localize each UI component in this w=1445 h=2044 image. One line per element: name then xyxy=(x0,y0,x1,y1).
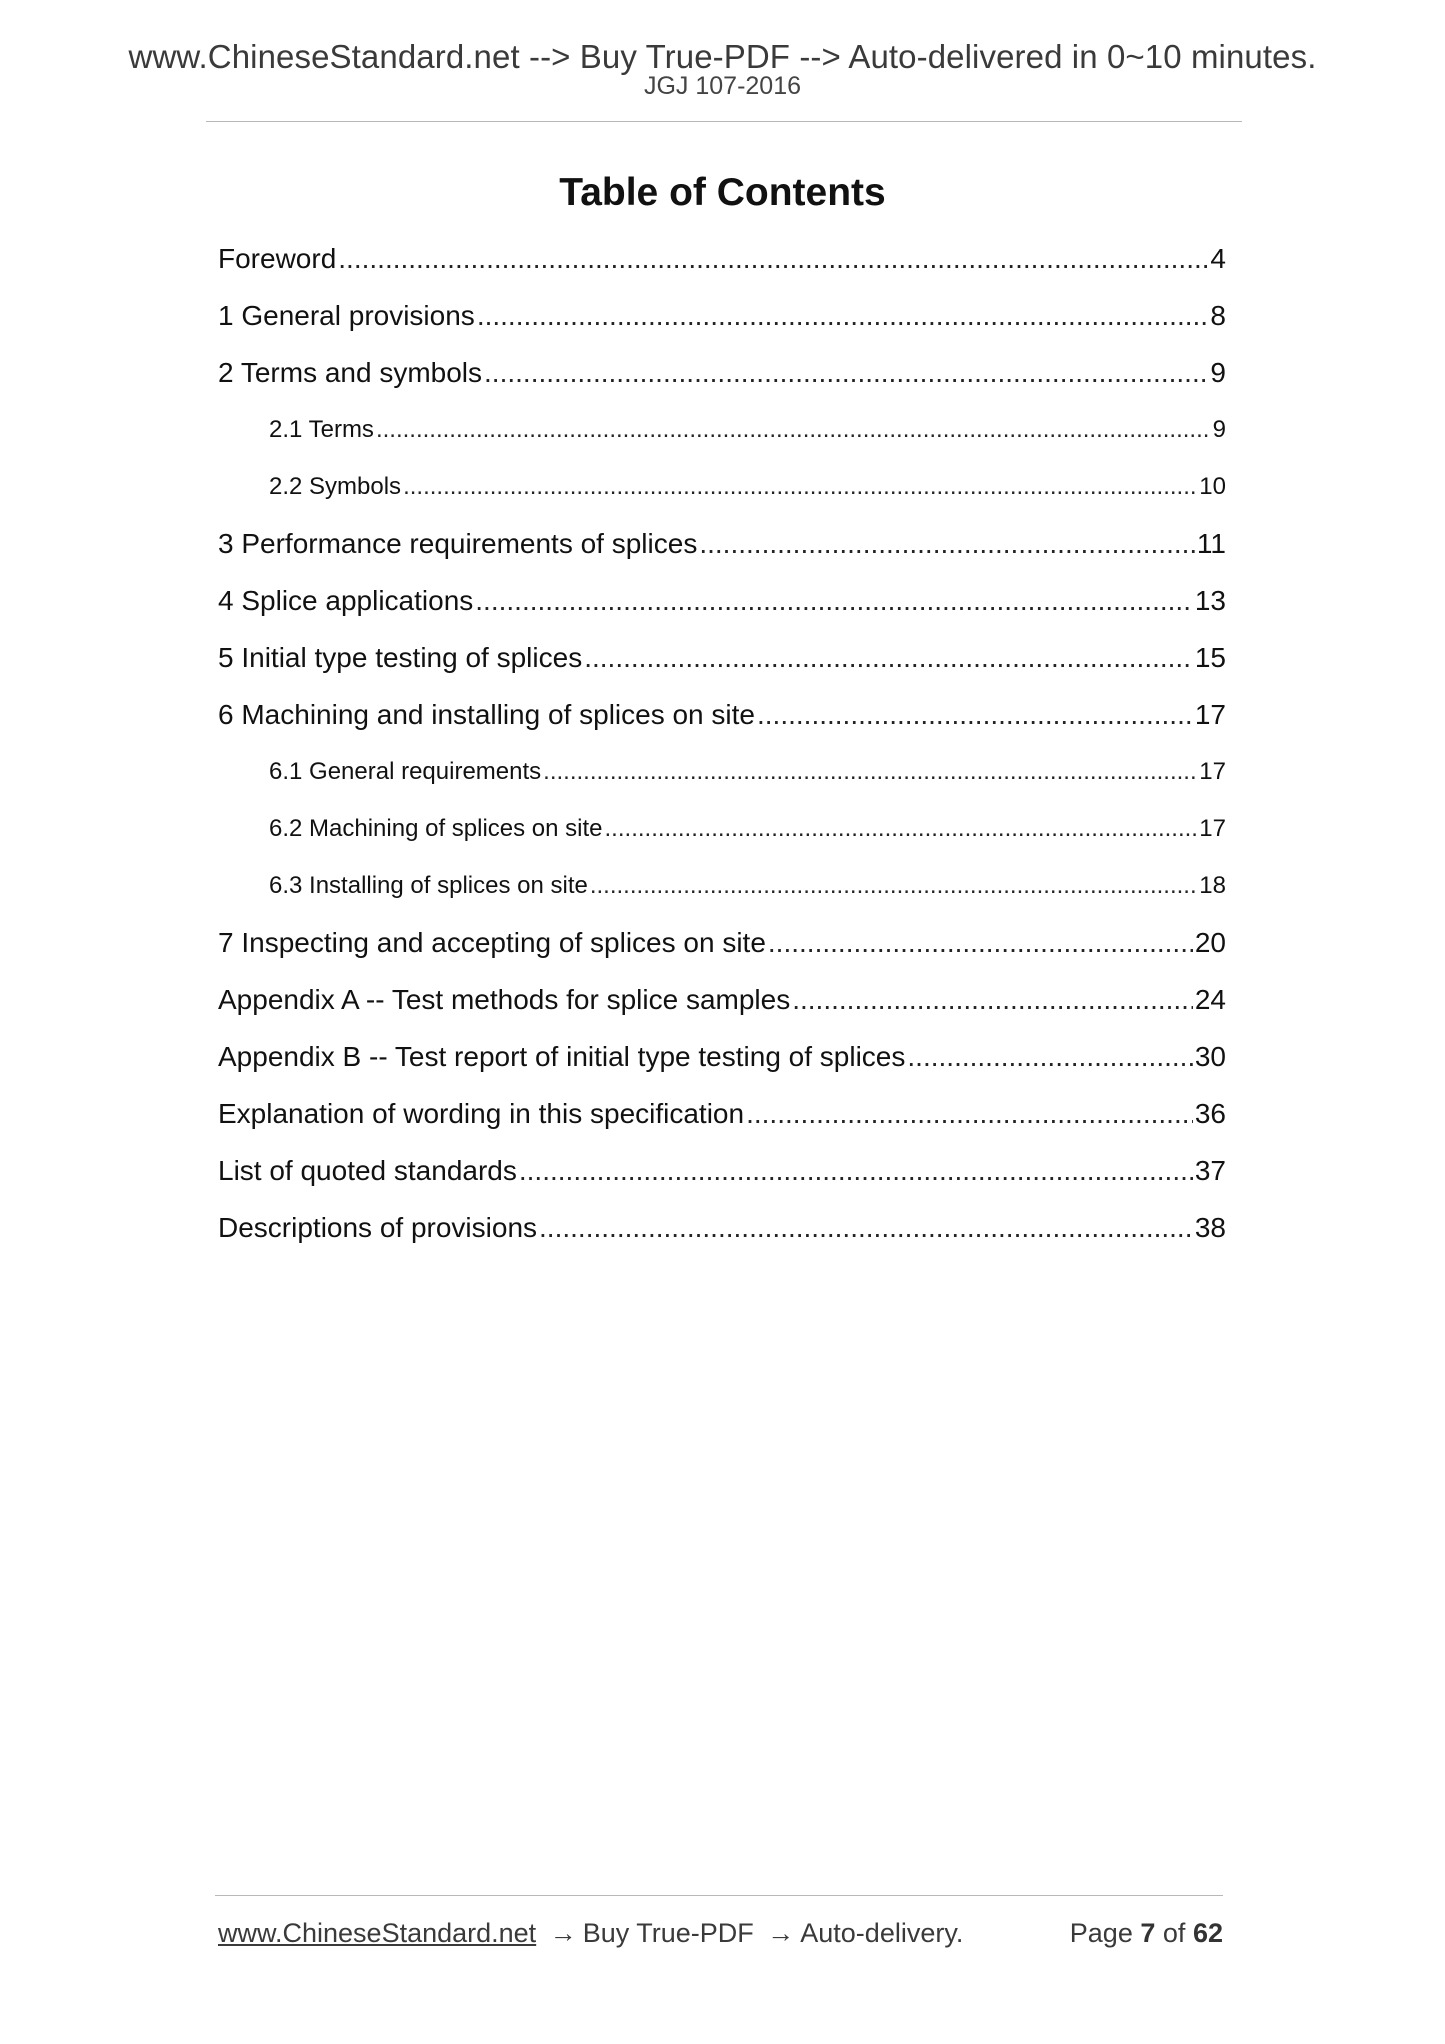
toc-entry-label: 6.1 General requirements xyxy=(269,758,542,785)
footer-promo xyxy=(218,1915,963,1951)
toc-entry-page: 9 xyxy=(1210,357,1226,388)
toc-dot-leader xyxy=(484,344,1208,401)
toc-entry-page: 30 xyxy=(1194,1041,1226,1072)
footer-divider xyxy=(215,1895,1223,1896)
toc-dot-leader xyxy=(584,629,1193,686)
toc-entry-label: 6 Machining and installing of splices on site xyxy=(218,699,755,730)
arrow-right-icon: → xyxy=(549,1918,577,1948)
toc-entry[interactable] xyxy=(218,971,1226,1028)
toc-entry-page: 38 xyxy=(1194,1212,1226,1243)
toc-entry[interactable] xyxy=(218,287,1226,344)
page-word: Page xyxy=(1069,1918,1133,1948)
toc-dot-leader xyxy=(477,287,1209,344)
of-word: of xyxy=(1162,1918,1186,1948)
toc-entry-page: 11 xyxy=(1196,528,1226,559)
toc-entry-label: Descriptions of provisions xyxy=(218,1212,538,1243)
toc-entry[interactable] xyxy=(218,629,1226,686)
toc-entry-label: List of quoted standards xyxy=(218,1155,517,1186)
toc-entry[interactable] xyxy=(218,230,1226,287)
toc-dot-leader xyxy=(792,971,1193,1028)
toc-subentry[interactable] xyxy=(218,857,1226,914)
toc-entry-page: 17 xyxy=(1194,699,1226,730)
footer-promo-text-1: Buy True-PDF xyxy=(582,1918,754,1948)
toc-subentry[interactable] xyxy=(218,401,1226,458)
toc-dot-leader xyxy=(539,1199,1193,1256)
header-divider xyxy=(206,121,1242,122)
toc-entry[interactable] xyxy=(218,1085,1226,1142)
arrow-right-icon: → xyxy=(767,1918,795,1948)
toc-subentry[interactable] xyxy=(218,458,1226,515)
toc-entry-page: 37 xyxy=(1194,1155,1226,1186)
document-code: JGJ 107-2016 xyxy=(643,72,802,100)
toc-dot-leader xyxy=(403,458,1197,515)
toc-dot-leader xyxy=(543,743,1197,800)
toc-entry-label: 2.2 Symbols xyxy=(269,473,402,500)
toc-entry[interactable] xyxy=(218,686,1226,743)
toc-entry-page: 20 xyxy=(1194,927,1226,958)
toc-dot-leader xyxy=(376,401,1211,458)
toc-entry-label: 1 General provisions xyxy=(218,300,475,331)
toc-subentry[interactable] xyxy=(218,800,1226,857)
toc-entry[interactable] xyxy=(218,1199,1226,1256)
toc-entry-page: 36 xyxy=(1194,1098,1226,1129)
toc-entry-label: 6.3 Installing of splices on site xyxy=(269,872,588,899)
toc-entry-page: 18 xyxy=(1199,872,1226,899)
toc-entry-page: 17 xyxy=(1199,758,1226,785)
page-total: 62 xyxy=(1192,1918,1223,1948)
toc-entry-page: 15 xyxy=(1194,642,1226,673)
toc-entry-page: 24 xyxy=(1194,984,1226,1015)
toc-dot-leader xyxy=(519,1142,1193,1199)
toc-dot-leader xyxy=(768,914,1193,971)
footer-promo-text-2: Auto-delivery. xyxy=(800,1918,964,1948)
toc-entry[interactable] xyxy=(218,1028,1226,1085)
toc-dot-leader xyxy=(746,1085,1193,1142)
toc-entry-page: 17 xyxy=(1199,815,1226,842)
toc-dot-leader xyxy=(590,857,1197,914)
page-number xyxy=(1070,1915,1223,1951)
toc-entry-label: 7 Inspecting and accepting of splices on site xyxy=(218,927,766,958)
toc-entry-page: 10 xyxy=(1199,473,1226,500)
toc-entry-label: Appendix B -- Test report of initial type testing of splices xyxy=(218,1041,906,1072)
toc-entry[interactable] xyxy=(218,1142,1226,1199)
toc-title: Table of Contents xyxy=(559,171,886,214)
toc-dot-leader xyxy=(475,572,1193,629)
toc-entry-page: 9 xyxy=(1212,416,1226,443)
toc-dot-leader xyxy=(907,1028,1192,1085)
table-of-contents xyxy=(218,230,1226,1256)
top-banner: www.ChineseStandard.net --> Buy True-PDF --> Auto-delivered in 0~10 minutes. xyxy=(128,38,1317,75)
page-current: 7 xyxy=(1140,1918,1156,1948)
toc-dot-leader xyxy=(699,515,1195,572)
footer-site-link[interactable]: www.ChineseStandard.net xyxy=(218,1918,537,1948)
toc-entry[interactable] xyxy=(218,344,1226,401)
toc-entry-label: 6.2 Machining of splices on site xyxy=(269,815,603,842)
toc-dot-leader xyxy=(605,800,1198,857)
page-footer xyxy=(218,1915,1223,1951)
toc-subentry[interactable] xyxy=(218,743,1226,800)
toc-entry[interactable] xyxy=(218,515,1226,572)
toc-entry-label: 5 Initial type testing of splices xyxy=(218,642,583,673)
toc-entry[interactable] xyxy=(218,572,1226,629)
toc-entry[interactable] xyxy=(218,914,1226,971)
toc-entry-page: 13 xyxy=(1194,585,1226,616)
toc-entry-label: 2.1 Terms xyxy=(269,416,374,443)
toc-entry-label: Foreword xyxy=(218,243,337,274)
toc-entry-label: 3 Performance requirements of splices xyxy=(218,528,698,559)
toc-entry-page: 4 xyxy=(1210,243,1226,274)
toc-dot-leader xyxy=(757,686,1193,743)
toc-entry-label: Appendix A -- Test methods for splice samples xyxy=(218,984,791,1015)
toc-entry-label: 4 Splice applications xyxy=(218,585,474,616)
toc-entry-page: 8 xyxy=(1210,300,1226,331)
toc-entry-label: Explanation of wording in this specification xyxy=(218,1098,745,1129)
toc-dot-leader xyxy=(338,230,1208,287)
toc-entry-label: 2 Terms and symbols xyxy=(218,357,483,388)
